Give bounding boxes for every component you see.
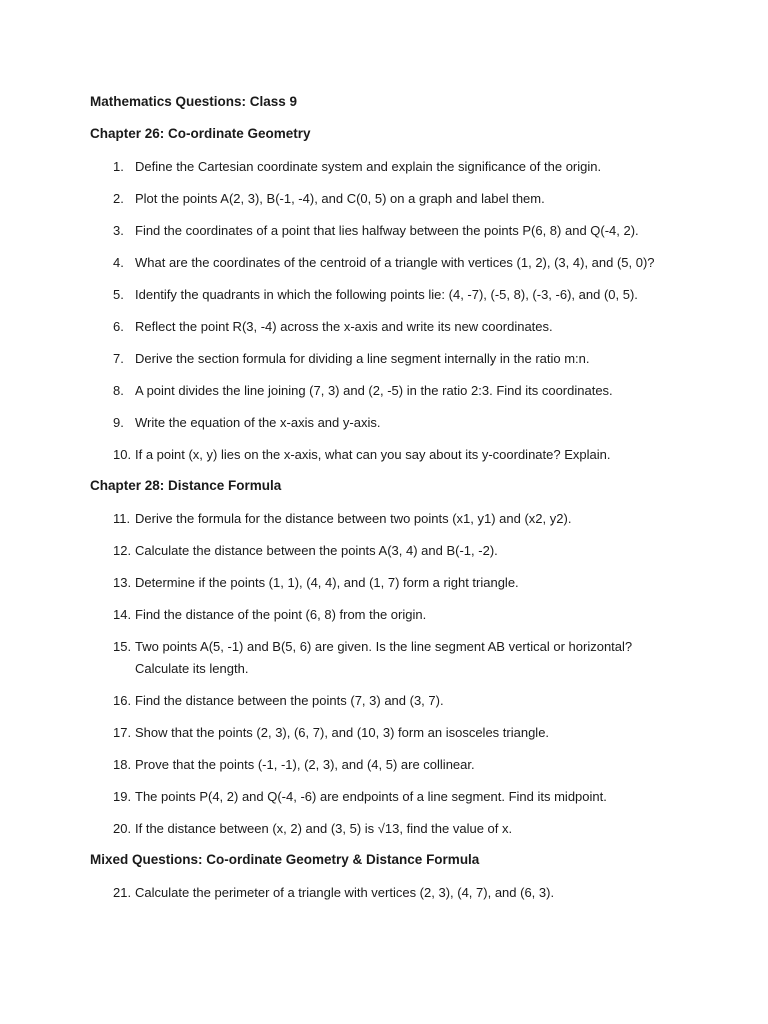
question-list (90, 508, 680, 840)
question-text: Calculate the distance between the points A(3, 4) and B(-1, -2). (135, 543, 498, 558)
question-item (90, 156, 680, 178)
question-number: 3. (113, 223, 124, 238)
question-number: 10. (113, 447, 132, 462)
section-heading: Mixed Questions: Co-ordinate Geometry & Distance Formula (90, 852, 480, 867)
question-list (90, 156, 680, 466)
question-item (90, 284, 680, 306)
question-item (90, 754, 680, 776)
question-text: Find the coordinates of a point that lies halfway between the points P(6, 8) and Q(-4, 2). (135, 223, 639, 238)
question-text: Calculate the perimeter of a triangle with vertices (2, 3), (4, 7), and (6, 3). (135, 885, 555, 900)
question-item (90, 252, 680, 274)
question-number: 6. (113, 319, 124, 334)
question-number: 9. (113, 415, 124, 430)
question-item (90, 508, 680, 530)
question-text: What are the coordinates of the centroid of a triangle with vertices (1, 2), (3, 4), and (5, 0)? (135, 255, 655, 270)
question-text: Find the distance between the points (7, 3) and (3, 7). (135, 693, 444, 708)
question-text: Derive the section formula for dividing a line segment internally in the ratio m:n. (135, 351, 590, 366)
question-text: Two points A(5, -1) and B(5, 6) are given. Is the line segment AB vertical or horizontal? Calculate its length. (135, 639, 633, 676)
question-item (90, 722, 680, 744)
question-item (90, 220, 680, 242)
question-number: 12. (113, 543, 132, 558)
question-number: 14. (113, 607, 132, 622)
question-item (90, 786, 680, 808)
question-number: 11. (113, 511, 131, 526)
question-item (90, 882, 680, 904)
question-text: The points P(4, 2) and Q(-4, -6) are endpoints of a line segment. Find its midpoint. (135, 789, 607, 804)
sections-container (90, 124, 680, 904)
question-text: Find the distance of the point (6, 8) from the origin. (135, 607, 427, 622)
question-text: Derive the formula for the distance between two points (x1, y1) and (x2, y2). (135, 511, 572, 526)
question-text: Show that the points (2, 3), (6, 7), and (10, 3) form an isosceles triangle. (135, 725, 550, 740)
question-number: 7. (113, 351, 124, 366)
question-item (90, 412, 680, 434)
question-number: 5. (113, 287, 124, 302)
document-title: Mathematics Questions: Class 9 (90, 94, 298, 109)
question-text: Prove that the points (-1, -1), (2, 3), and (4, 5) are collinear. (135, 757, 475, 772)
question-text: Plot the points A(2, 3), B(-1, -4), and C(0, 5) on a graph and label them. (135, 191, 545, 206)
question-number: 13. (113, 575, 132, 590)
document-content (90, 92, 680, 914)
question-text: Reflect the point R(3, -4) across the x-axis and write its new coordinates. (135, 319, 553, 334)
question-text: Determine if the points (1, 1), (4, 4), and (1, 7) form a right triangle. (135, 575, 519, 590)
question-item (90, 636, 680, 680)
question-text: Define the Cartesian coordinate system and explain the significance of the origin. (135, 159, 602, 174)
question-number: 18. (113, 757, 132, 772)
question-number: 4. (113, 255, 124, 270)
question-item (90, 444, 680, 466)
question-item (90, 188, 680, 210)
question-item (90, 316, 680, 338)
question-text: A point divides the line joining (7, 3) and (2, -5) in the ratio 2:3. Find its coordinates. (135, 383, 613, 398)
question-number: 19. (113, 789, 132, 804)
question-number: 17. (113, 725, 132, 740)
question-text: Write the equation of the x-axis and y-axis. (135, 415, 381, 430)
question-item (90, 380, 680, 402)
question-item (90, 348, 680, 370)
question-item (90, 818, 680, 840)
question-text: If the distance between (x, 2) and (3, 5) is √13, find the value of x. (135, 821, 513, 836)
question-number: 1. (113, 159, 124, 174)
question-item (90, 572, 680, 594)
section-heading: Chapter 28: Distance Formula (90, 478, 282, 493)
section-heading: Chapter 26: Co-ordinate Geometry (90, 126, 311, 141)
question-number: 8. (113, 383, 124, 398)
question-text: If a point (x, y) lies on the x-axis, what can you say about its y-coordinate? Explain. (135, 447, 611, 462)
question-item (90, 690, 680, 712)
question-number: 16. (113, 693, 132, 708)
question-item (90, 604, 680, 626)
question-number: 20. (113, 821, 132, 836)
question-number: 21. (113, 885, 132, 900)
question-text: Identify the quadrants in which the following points lie: (4, -7), (-5, 8), (-3, -6), and (0, 5). (135, 287, 638, 302)
question-list (90, 882, 680, 904)
question-item (90, 540, 680, 562)
question-number: 2. (113, 191, 124, 206)
question-number: 15. (113, 639, 132, 654)
